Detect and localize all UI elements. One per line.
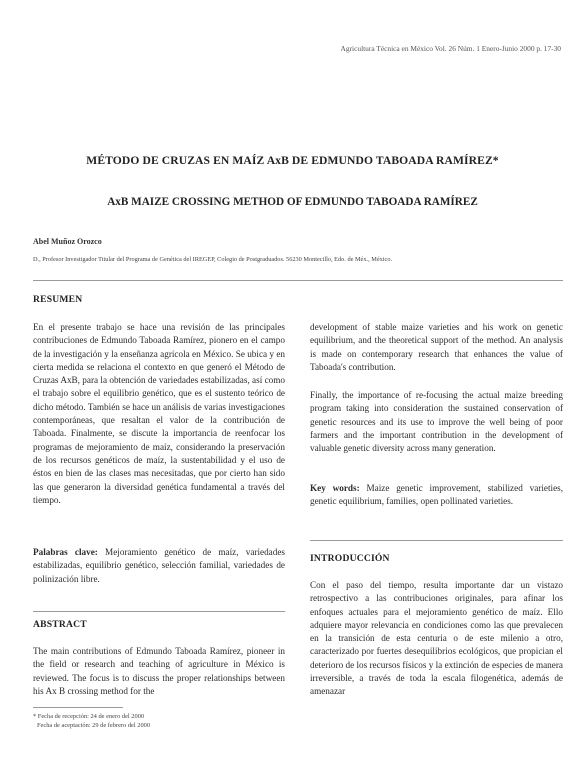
author-affiliation: D., Profesor Investigador Titular del Programa de Genética del IREGEP, Colegio de Postgraduados. 56230 Montecillo, Edo. de Méx., México. [33, 256, 393, 263]
resumen-text: En el presente trabajo se hace una revisión de las principales contribuciones de Edmundo Taboada Ramírez, pionero en el campo de la investigación y la enseñanza agrícola en México. Se ubica y en cierta medida se relaciona el contexto en que generó el Método de Cruzas AxB, para la obtención de variedades estabilizadas, así como el trabajo sobre el equilibrio genético, que es el sustento teórico de dicho método. También se hace un análisis de varias investigaciones contemporáneas, que resaltan el valor de la contribución de Taboada. Finalmente, se discute la importancia de reenfocar los programas de mejoramiento de maíz, considerando la preservación de los recursos genéticos de maíz, la sustentabilidad y el uso de éstos en bien de las clases mas necesitadas, que por cierto han sido las que generaron la diversidad genética fundamental a través del tiempo. [33, 322, 285, 505]
paper-title: MÉTODO DE CRUZAS EN MAÍZ AxB DE EDMUNDO TABOADA RAMÍREZ* [86, 154, 499, 167]
footnote-received: * Fecha de recepción: 24 de enero del 2000 [33, 713, 145, 720]
resumen-heading: RESUMEN [33, 294, 83, 305]
introduccion-heading: INTRODUCCIÓN [310, 553, 390, 564]
abstract-continued-2 [310, 389, 563, 455]
footnote [33, 712, 150, 730]
introduccion-body [310, 579, 563, 699]
abstract-continued-text-2: Finally, the importance of re-focusing the actual maize breeding program taking into consideration the sustained conservation of genetic resources and its use to improve the well being of poor farmers and the important contribution in the development of valuable genetic diversity across many generation. [310, 390, 563, 454]
header-divider [33, 280, 563, 281]
key-words-label: Key words: [310, 483, 360, 493]
resumen-body [33, 321, 285, 507]
abstract-body [33, 645, 285, 698]
palabras-clave-text: Mejoramiento genético de maíz, variedades estabilizadas, equilibrio genético, selección familial, variedades de polinización libre. [33, 547, 285, 584]
footnote-divider [33, 707, 123, 708]
paper-subtitle: AxB MAIZE CROSSING METHOD OF EDMUNDO TABOADA RAMÍREZ [107, 196, 478, 208]
key-words [310, 482, 563, 509]
abstract-heading: ABSTRACT [33, 619, 87, 630]
palabras-clave [33, 546, 285, 586]
journal-header: Agricultura Técnica en México Vol. 26 Núm. 1 Enero-Junio 2000 p. 17-30 [340, 44, 561, 53]
footnote-accepted: Fecha de aceptación: 29 de febrero del 2000 [37, 722, 151, 729]
author-name: Abel Muñoz Orozco [33, 237, 102, 246]
abstract-continued-1 [310, 321, 563, 374]
palabras-clave-label: Palabras clave: [33, 547, 98, 557]
abstract-divider [33, 611, 285, 612]
abstract-text: The main contributions of Edmundo Taboada Ramírez, pioneer in the field or research and teaching of agriculture in México is reviewed. The focus is to discuss the proper relationships between his Ax B crossing method for the [33, 646, 285, 696]
introduccion-text: Con el paso del tiempo, resulta importante dar un vistazo retrospectivo a las contribuciones originales, para afinar los enfoques actuales para el mejoramiento genético de maíz. Ello adquiere mayor relevancia en condiciones como las que prevalecen en la transición de esta centuria o de este milenio a otro, caracterizado por fuertes desequilibrios ecológicos, que propician el deterioro de los recursos físicos y la extinción de especies de manera irreversible, a través de toda la escala filogenética, además de amenazar [310, 580, 563, 697]
key-words-text: Maize genetic improvement, stabilized varieties, genetic equilibrium, families, open pollinated varieties. [310, 483, 564, 507]
introduccion-divider [310, 540, 563, 541]
abstract-continued-text-1: development of stable maize varieties and his work on genetic equilibrium, and the theoretical support of the method. An analysis is made on contemporary research that enhances the value of Taboada's contribution. [310, 322, 563, 372]
